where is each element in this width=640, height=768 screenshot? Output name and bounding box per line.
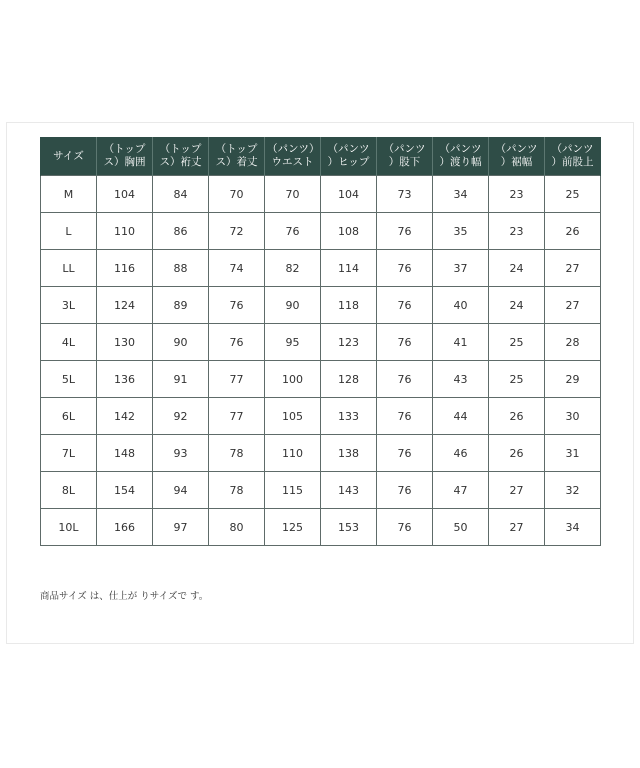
table-cell: 37 [433,250,489,287]
table-cell: 115 [265,472,321,509]
table-cell: 41 [433,324,489,361]
header-size: サイズ [41,137,97,176]
header-pants-inseam: （パンツ ）股下 [377,137,433,176]
table-cell: 108 [321,213,377,250]
table-cell: 142 [97,398,153,435]
table-cell: 138 [321,435,377,472]
table-cell: 28 [545,324,601,361]
table-cell: 76 [265,213,321,250]
table-cell: 130 [97,324,153,361]
table-cell: 110 [265,435,321,472]
table-cell: 26 [489,435,545,472]
table-cell: 26 [489,398,545,435]
table-cell: 90 [153,324,209,361]
table-cell: 27 [489,509,545,546]
table-cell-size: 7L [41,435,97,472]
header-pants-hem: （パンツ ）裾幅 [489,137,545,176]
table-row [41,472,601,509]
table-cell: 116 [97,250,153,287]
table-cell: 70 [265,176,321,213]
table-cell: 133 [321,398,377,435]
table-cell: 97 [153,509,209,546]
table-cell: 80 [209,509,265,546]
table-cell: 24 [489,250,545,287]
header-pants-waist: （パンツ） ウエスト [265,137,321,176]
table-cell: 76 [377,250,433,287]
table-cell: 72 [209,213,265,250]
table-row [41,361,601,398]
table-body [41,176,601,546]
size-table [40,137,601,546]
table-cell: 90 [265,287,321,324]
table-cell: 25 [489,324,545,361]
header-tops-length: （トップ ス）着丈 [209,137,265,176]
table-cell: 78 [209,435,265,472]
table-row [41,435,601,472]
table-cell-size: 10L [41,509,97,546]
table-cell: 24 [489,287,545,324]
table-cell: 76 [377,361,433,398]
table-cell: 46 [433,435,489,472]
header-pants-hip: （パンツ ）ヒップ [321,137,377,176]
table-row [41,324,601,361]
header-pants-rise: （パンツ ）前股上 [545,137,601,176]
table-cell: 105 [265,398,321,435]
table-cell: 93 [153,435,209,472]
table-row [41,176,601,213]
table-cell-size: 5L [41,361,97,398]
table-cell: 27 [545,287,601,324]
table-cell: 29 [545,361,601,398]
table-cell: 166 [97,509,153,546]
table-cell: 50 [433,509,489,546]
table-cell: 153 [321,509,377,546]
table-cell: 23 [489,176,545,213]
table-cell: 27 [489,472,545,509]
table-cell: 123 [321,324,377,361]
table-cell: 40 [433,287,489,324]
table-cell-size: 3L [41,287,97,324]
table-cell-size: 4L [41,324,97,361]
header-tops-chest: （トップ ス）胸囲 [97,137,153,176]
table-cell: 76 [377,213,433,250]
table-cell: 154 [97,472,153,509]
table-row [41,509,601,546]
table-cell: 118 [321,287,377,324]
table-cell: 70 [209,176,265,213]
table-cell: 25 [489,361,545,398]
table-header-row [41,137,601,176]
table-cell: 76 [377,287,433,324]
header-pants-thigh: （パンツ ）渡り幅 [433,137,489,176]
table-cell: 31 [545,435,601,472]
table-cell: 100 [265,361,321,398]
size-note: 商品サイズ は、仕上が りサイズで す。 [40,591,209,602]
table-cell: 44 [433,398,489,435]
table-cell: 104 [97,176,153,213]
table-cell: 136 [97,361,153,398]
table-row [41,250,601,287]
table-row [41,213,601,250]
table-cell: 82 [265,250,321,287]
table-row [41,287,601,324]
table-cell: 76 [209,287,265,324]
table-cell: 86 [153,213,209,250]
table-cell-size: 6L [41,398,97,435]
header-tops-sleeve: （トップ ス）裄丈 [153,137,209,176]
table-cell: 35 [433,213,489,250]
table-cell-size: 8L [41,472,97,509]
table-cell: 32 [545,472,601,509]
table-cell: 47 [433,472,489,509]
table-cell: 78 [209,472,265,509]
table-cell: 77 [209,361,265,398]
table-cell: 30 [545,398,601,435]
table-cell: 124 [97,287,153,324]
table-cell: 88 [153,250,209,287]
table-cell: 76 [377,398,433,435]
table-cell: 114 [321,250,377,287]
table-cell: 94 [153,472,209,509]
table-cell: 143 [321,472,377,509]
table-cell: 43 [433,361,489,398]
table-cell: 76 [377,435,433,472]
table-cell-size: L [41,213,97,250]
table-cell-size: LL [41,250,97,287]
table-cell: 92 [153,398,209,435]
table-cell: 26 [545,213,601,250]
table-cell: 76 [209,324,265,361]
table-row [41,398,601,435]
table-cell: 25 [545,176,601,213]
table-cell: 74 [209,250,265,287]
table-cell: 84 [153,176,209,213]
table-cell: 89 [153,287,209,324]
table-cell: 76 [377,324,433,361]
table-cell: 110 [97,213,153,250]
table-cell: 77 [209,398,265,435]
table-cell: 104 [321,176,377,213]
table-cell: 76 [377,472,433,509]
table-cell: 95 [265,324,321,361]
table-cell: 34 [545,509,601,546]
table-cell: 34 [433,176,489,213]
table-cell: 125 [265,509,321,546]
table-cell: 23 [489,213,545,250]
table-cell: 148 [97,435,153,472]
table-cell-size: M [41,176,97,213]
table-cell: 76 [377,509,433,546]
table-cell: 27 [545,250,601,287]
table-cell: 128 [321,361,377,398]
table-cell: 91 [153,361,209,398]
table-cell: 73 [377,176,433,213]
